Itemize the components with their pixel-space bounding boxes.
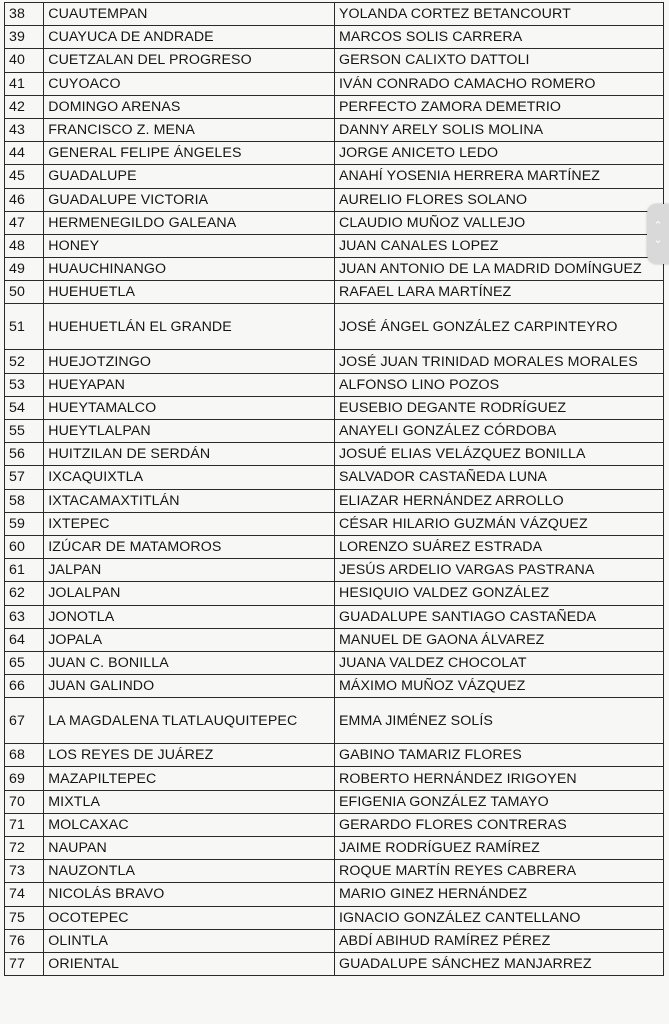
municipality-cell: MAZAPILTEPEC [44,767,335,790]
president-cell: MARCOS SOLIS CARRERA [334,26,663,49]
table-row [5,49,664,72]
row-number: 54 [5,396,44,419]
table-row [5,165,664,188]
municipality-cell: MIXTLA [44,790,335,813]
page-scroll-handle[interactable] [647,204,669,264]
table-row [5,72,664,95]
row-number: 56 [5,443,44,466]
president-cell: ROQUE MARTÍN REYES CABRERA [334,860,663,883]
president-cell: EUSEBIO DEGANTE RODRÍGUEZ [334,396,663,419]
row-number: 59 [5,512,44,535]
municipality-cell: NICOLÁS BRAVO [44,883,335,906]
municipality-cell: NAUZONTLA [44,860,335,883]
row-number: 67 [5,698,44,744]
row-number: 74 [5,883,44,906]
president-cell: GERARDO FLORES CONTRERAS [334,813,663,836]
table-row [5,466,664,489]
table-row [5,698,664,744]
president-cell: JOSUÉ ELIAS VELÁZQUEZ BONILLA [334,443,663,466]
president-cell: GERSON CALIXTO DATTOLI [334,49,663,72]
municipality-cell: LOS REYES DE JUÁREZ [44,744,335,767]
table-row [5,651,664,674]
president-cell: ALFONSO LINO POZOS [334,373,663,396]
president-cell: PERFECTO ZAMORA DEMETRIO [334,95,663,118]
row-number: 39 [5,26,44,49]
president-cell: ROBERTO HERNÁNDEZ IRIGOYEN [334,767,663,790]
municipality-cell: IXTACAMAXTITLÁN [44,489,335,512]
municipality-cell: HUEHUETLÁN EL GRANDE [44,304,335,350]
row-number: 62 [5,582,44,605]
municipality-cell: JOLALPAN [44,582,335,605]
row-number: 41 [5,72,44,95]
row-number: 57 [5,466,44,489]
table-row [5,188,664,211]
president-cell: IGNACIO GONZÁLEZ CANTELLANO [334,906,663,929]
table-row [5,304,664,350]
table-row [5,860,664,883]
table-row [5,489,664,512]
municipality-cell: HUEHUETLA [44,281,335,304]
municipality-cell: HUAUCHINANGO [44,258,335,281]
table-row [5,535,664,558]
row-number: 44 [5,142,44,165]
president-cell: JUANA VALDEZ CHOCOLAT [334,651,663,674]
row-number: 60 [5,535,44,558]
table-row [5,26,664,49]
table-row [5,929,664,952]
municipality-cell: OCOTEPEC [44,906,335,929]
table-row [5,420,664,443]
table-row [5,512,664,535]
municipality-cell: IZÚCAR DE MATAMOROS [44,535,335,558]
row-number: 50 [5,281,44,304]
table-row [5,258,664,281]
row-number: 66 [5,675,44,698]
president-cell: MANUEL DE GAONA ÁLVAREZ [334,628,663,651]
table-body [5,3,664,976]
municipality-cell: GENERAL FELIPE ÁNGELES [44,142,335,165]
president-cell: JORGE ANICETO LEDO [334,142,663,165]
row-number: 45 [5,165,44,188]
table-row [5,582,664,605]
row-number: 71 [5,813,44,836]
row-number: 76 [5,929,44,952]
row-number: 70 [5,790,44,813]
row-number: 48 [5,234,44,257]
table-row [5,906,664,929]
row-number: 77 [5,952,44,975]
municipality-cell: HUEYTAMALCO [44,396,335,419]
table-row [5,883,664,906]
president-cell: SALVADOR CASTAÑEDA LUNA [334,466,663,489]
municipality-cell: CUAYUCA DE ANDRADE [44,26,335,49]
municipality-cell: CUETZALAN DEL PROGRESO [44,49,335,72]
table-row [5,281,664,304]
municipality-cell: CUAUTEMPAN [44,3,335,26]
municipality-cell: JALPAN [44,559,335,582]
municipality-cell: GUADALUPE VICTORIA [44,188,335,211]
municipal-presidents-table [4,2,664,976]
president-cell: JAIME RODRÍGUEZ RAMÍREZ [334,837,663,860]
president-cell: JOSÉ JUAN TRINIDAD MORALES MORALES [334,350,663,373]
municipality-cell: HERMENEGILDO GALEANA [44,211,335,234]
row-number: 49 [5,258,44,281]
row-number: 51 [5,304,44,350]
table-row [5,350,664,373]
president-cell: GABINO TAMARIZ FLORES [334,744,663,767]
row-number: 42 [5,95,44,118]
row-number: 52 [5,350,44,373]
municipality-cell: LA MAGDALENA TLATLAUQUITEPEC [44,698,335,744]
table-row [5,559,664,582]
row-number: 47 [5,211,44,234]
municipality-cell: FRANCISCO Z. MENA [44,118,335,141]
municipality-cell: DOMINGO ARENAS [44,95,335,118]
table-row [5,118,664,141]
president-cell: GUADALUPE SÁNCHEZ MANJARREZ [334,952,663,975]
president-cell: ELIAZAR HERNÁNDEZ ARROLLO [334,489,663,512]
table-row [5,211,664,234]
row-number: 43 [5,118,44,141]
president-cell: MÁXIMO MUÑOZ VÁZQUEZ [334,675,663,698]
table-row [5,605,664,628]
table-row [5,675,664,698]
president-cell: MARIO GINEZ HERNÁNDEZ [334,883,663,906]
president-cell: ABDÍ ABIHUD RAMÍREZ PÉREZ [334,929,663,952]
row-number: 63 [5,605,44,628]
row-number: 65 [5,651,44,674]
municipality-cell: HUITZILAN DE SERDÁN [44,443,335,466]
municipality-cell: CUYOACO [44,72,335,95]
president-cell: RAFAEL LARA MARTÍNEZ [334,281,663,304]
president-cell: CÉSAR HILARIO GUZMÁN VÁZQUEZ [334,512,663,535]
president-cell: JUAN ANTONIO DE LA MADRID DOMÍNGUEZ [334,258,663,281]
row-number: 72 [5,837,44,860]
row-number: 73 [5,860,44,883]
table-row [5,767,664,790]
president-cell: GUADALUPE SANTIAGO CASTAÑEDA [334,605,663,628]
municipality-cell: HONEY [44,234,335,257]
row-number: 75 [5,906,44,929]
table-row [5,443,664,466]
row-number: 53 [5,373,44,396]
president-cell: IVÁN CONRADO CAMACHO ROMERO [334,72,663,95]
table-row [5,234,664,257]
president-cell: AURELIO FLORES SOLANO [334,188,663,211]
municipality-cell: JOPALA [44,628,335,651]
table-row [5,396,664,419]
row-number: 40 [5,49,44,72]
table-row [5,3,664,26]
row-number: 61 [5,559,44,582]
row-number: 64 [5,628,44,651]
municipality-cell: HUEYAPAN [44,373,335,396]
president-cell: CLAUDIO MUÑOZ VALLEJO [334,211,663,234]
table-row [5,744,664,767]
municipality-cell: GUADALUPE [44,165,335,188]
president-cell: YOLANDA CORTEZ BETANCOURT [334,3,663,26]
municipality-cell: MOLCAXAC [44,813,335,836]
row-number: 46 [5,188,44,211]
table-row [5,142,664,165]
president-cell: EMMA JIMÉNEZ SOLÍS [334,698,663,744]
president-cell: JOSÉ ÁNGEL GONZÁLEZ CARPINTEYRO [334,304,663,350]
municipality-cell: JONOTLA [44,605,335,628]
municipality-cell: IXTEPEC [44,512,335,535]
president-cell: DANNY ARELY SOLIS MOLINA [334,118,663,141]
chevron-up-icon[interactable]: ⌃ [653,219,663,232]
municipality-cell: HUEYTLALPAN [44,420,335,443]
table-row [5,813,664,836]
president-cell: JESÚS ARDELIO VARGAS PASTRANA [334,559,663,582]
municipality-cell: ORIENTAL [44,952,335,975]
municipality-cell: NAUPAN [44,837,335,860]
table-row [5,95,664,118]
municipality-cell: OLINTLA [44,929,335,952]
chevron-down-icon[interactable]: ⌄ [653,233,663,246]
table-row [5,373,664,396]
municipality-cell: JUAN GALINDO [44,675,335,698]
president-cell: LORENZO SUÁREZ ESTRADA [334,535,663,558]
row-number: 55 [5,420,44,443]
row-number: 68 [5,744,44,767]
president-cell: EFIGENIA GONZÁLEZ TAMAYO [334,790,663,813]
president-cell: ANAYELI GONZÁLEZ CÓRDOBA [334,420,663,443]
table-row [5,628,664,651]
president-cell: ANAHÍ YOSENIA HERRERA MARTÍNEZ [334,165,663,188]
row-number: 38 [5,3,44,26]
president-cell: HESIQUIO VALDEZ GONZÁLEZ [334,582,663,605]
municipality-cell: JUAN C. BONILLA [44,651,335,674]
row-number: 58 [5,489,44,512]
municipality-cell: HUEJOTZINGO [44,350,335,373]
table-row [5,837,664,860]
president-cell: JUAN CANALES LOPEZ [334,234,663,257]
table-row [5,952,664,975]
table-row [5,790,664,813]
row-number: 69 [5,767,44,790]
municipality-cell: IXCAQUIXTLA [44,466,335,489]
